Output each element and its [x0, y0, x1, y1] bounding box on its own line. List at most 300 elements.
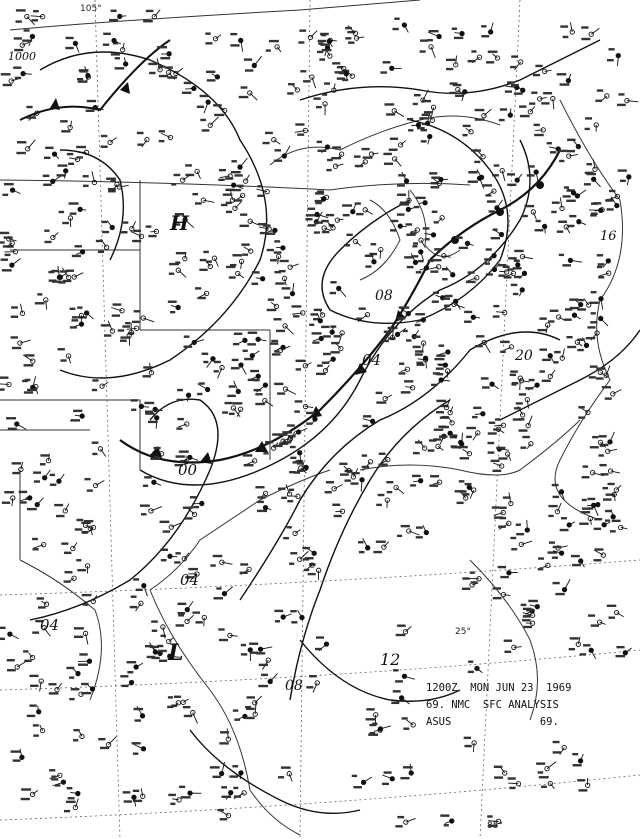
station-value-mark	[492, 470, 501, 472]
wind-barb	[510, 108, 511, 115]
station-value-mark	[521, 604, 527, 606]
station-value-mark	[183, 507, 193, 509]
station-value-mark	[436, 411, 444, 413]
station-value-mark	[316, 106, 322, 108]
station-value-mark	[408, 129, 413, 131]
station-value-mark	[11, 750, 21, 752]
station-value-mark	[58, 281, 65, 283]
station-value-mark	[98, 251, 104, 253]
station-value-mark	[582, 499, 587, 501]
station-value-mark	[26, 116, 36, 118]
wind-barb	[276, 247, 283, 248]
station-value-mark	[362, 466, 369, 468]
station-value-mark	[365, 255, 374, 257]
station-value-mark	[111, 53, 120, 55]
station-value-mark	[25, 379, 31, 381]
station-value-mark	[539, 317, 546, 319]
station-value-mark	[471, 581, 478, 583]
station-value-mark	[229, 385, 236, 387]
station-value-mark	[510, 370, 518, 372]
station-value-mark	[383, 153, 391, 155]
station-value-mark	[344, 244, 350, 246]
station-value-mark	[3, 84, 12, 86]
station-value-mark	[202, 353, 209, 355]
station-value-mark	[433, 372, 440, 374]
station-value-mark	[15, 77, 21, 79]
station-value-mark	[337, 77, 345, 79]
station-value-mark	[561, 517, 567, 519]
station-value-mark	[16, 152, 25, 154]
station-value-mark	[397, 213, 405, 215]
station-value-mark	[176, 455, 185, 457]
station-value-mark	[519, 393, 526, 395]
station-value-mark	[308, 573, 316, 575]
station-value-mark	[231, 367, 240, 369]
station-value-mark	[274, 160, 282, 162]
station-value-mark	[365, 265, 371, 267]
station-value-mark	[399, 363, 404, 365]
station-value-mark	[379, 453, 386, 455]
isobar-label-00: 00	[178, 461, 198, 479]
station-value-mark	[60, 270, 68, 272]
station-value-mark	[287, 526, 292, 528]
station-value-mark	[411, 255, 418, 257]
station-value-mark	[0, 388, 5, 390]
station-value-mark	[92, 453, 97, 455]
station-value-mark	[239, 96, 249, 98]
station-value-mark	[355, 165, 364, 167]
station-value-mark	[548, 505, 557, 507]
station-value-mark	[146, 225, 152, 227]
station-value-mark	[596, 367, 605, 369]
station-value-mark	[391, 702, 399, 704]
station-value-mark	[577, 779, 585, 781]
station-value-mark	[608, 483, 615, 485]
station-value-mark	[64, 810, 70, 812]
station-value-mark	[281, 497, 287, 499]
station-value-mark	[274, 350, 279, 352]
station-value-mark	[413, 346, 421, 348]
station-value-mark	[279, 270, 286, 272]
station-value-mark	[157, 46, 167, 48]
station-value-mark	[334, 335, 341, 337]
station-value-mark	[106, 178, 116, 180]
station-value-mark	[112, 314, 120, 316]
station-value-mark	[159, 75, 168, 77]
station-value-mark	[598, 454, 603, 456]
title-num: 69.	[539, 716, 559, 728]
station-value-mark	[487, 815, 492, 817]
station-value-mark	[234, 795, 241, 797]
station-value-mark	[248, 332, 257, 334]
chart-title-block	[426, 680, 576, 731]
station-value-mark	[133, 790, 139, 792]
station-value-mark	[101, 135, 107, 137]
station-value-mark	[584, 183, 591, 185]
station-value-mark	[229, 276, 236, 278]
station-value-mark	[221, 796, 231, 798]
station-value-mark	[523, 615, 531, 617]
station-value-mark	[558, 150, 567, 152]
station-value-mark	[397, 625, 406, 627]
station-value-mark	[580, 653, 586, 655]
station-value-mark	[115, 57, 120, 59]
station-value-mark	[564, 186, 569, 188]
station-value-mark	[488, 51, 498, 53]
station-value-mark	[553, 582, 560, 584]
station-value-mark	[494, 516, 503, 518]
station-value-mark	[115, 67, 125, 69]
station-value-mark	[345, 479, 351, 481]
station-value-mark	[412, 245, 417, 247]
station-value-mark	[358, 541, 364, 543]
station-value-mark	[487, 200, 496, 202]
station-value-mark	[56, 515, 64, 517]
station-value-mark	[446, 59, 456, 61]
station-value-mark	[127, 661, 137, 663]
station-value-mark	[62, 222, 69, 224]
station-value-mark	[277, 392, 285, 394]
station-value-mark	[20, 501, 27, 503]
station-value-mark	[148, 235, 156, 237]
station-value-mark	[493, 597, 502, 599]
station-value-mark	[287, 424, 295, 426]
station-value-mark	[400, 201, 410, 203]
station-value-mark	[505, 90, 512, 92]
station-value-mark	[560, 83, 570, 85]
station-value-mark	[6, 417, 16, 419]
station-value-mark	[577, 349, 583, 351]
station-value-mark	[389, 149, 398, 151]
station-value-mark	[342, 204, 352, 206]
station-value-mark	[77, 156, 83, 158]
station-value-mark	[110, 180, 115, 182]
station-value-mark	[529, 102, 535, 104]
longitude-label-105: 105°	[80, 4, 102, 14]
station-value-mark	[309, 675, 317, 677]
station-value-mark	[557, 230, 563, 232]
wind-barb	[0, 384, 9, 385]
station-value-mark	[76, 559, 81, 561]
station-value-mark	[581, 511, 591, 513]
station-value-mark	[282, 431, 292, 433]
station-value-mark	[499, 507, 507, 509]
station-value-mark	[416, 271, 422, 273]
station-value-mark	[230, 33, 237, 35]
station-value-mark	[98, 738, 105, 740]
station-value-mark	[317, 364, 323, 366]
station-value-mark	[464, 321, 472, 323]
station-value-mark	[33, 724, 39, 726]
station-value-mark	[77, 78, 83, 80]
station-value-mark	[471, 50, 476, 52]
station-value-mark	[7, 659, 15, 661]
station-value-mark	[70, 419, 80, 421]
station-value-mark	[607, 605, 617, 607]
station-value-mark	[65, 571, 73, 573]
station-value-mark	[493, 428, 499, 430]
station-value-mark	[317, 141, 322, 143]
station-value-mark	[472, 416, 478, 418]
station-value-mark	[254, 389, 262, 391]
station-value-mark	[503, 496, 511, 498]
station-value-mark	[240, 213, 247, 215]
station-value-mark	[553, 361, 558, 363]
station-value-mark	[402, 717, 408, 719]
station-value-mark	[468, 660, 473, 662]
station-value-mark	[219, 742, 228, 744]
station-value-mark	[0, 627, 6, 629]
station-value-mark	[487, 442, 494, 444]
station-value-mark	[466, 427, 476, 429]
station-circle	[282, 154, 286, 158]
station-value-mark	[423, 227, 430, 229]
station-value-mark	[232, 254, 242, 256]
station-value-mark	[24, 29, 30, 31]
station-value-mark	[293, 315, 299, 317]
station-value-mark	[11, 306, 18, 308]
wind-barb	[419, 203, 425, 204]
station-value-mark	[218, 628, 224, 630]
station-value-mark	[158, 650, 167, 652]
station-value-mark	[457, 502, 464, 504]
station-value-mark	[177, 399, 183, 401]
station-value-mark	[401, 391, 411, 393]
station-value-mark	[69, 698, 74, 700]
station-value-mark	[27, 508, 37, 510]
station-value-mark	[258, 185, 263, 187]
station-value-mark	[83, 175, 89, 177]
station-value-mark	[316, 373, 326, 375]
station-value-mark	[439, 435, 448, 437]
station-value-mark	[418, 260, 424, 262]
station-value-mark	[439, 344, 445, 346]
station-value-mark	[507, 184, 516, 186]
station-value-mark	[58, 164, 68, 166]
station-value-mark	[174, 174, 181, 176]
station-value-mark	[314, 309, 322, 311]
station-value-mark	[33, 734, 39, 736]
station-value-mark	[96, 240, 103, 242]
title-line-3	[426, 714, 576, 731]
station-value-mark	[315, 648, 322, 650]
station-value-mark	[160, 521, 170, 523]
station-value-mark	[376, 401, 386, 403]
station-value-mark	[369, 724, 376, 726]
station-value-mark	[346, 234, 352, 236]
station-value-mark	[177, 418, 184, 420]
station-value-mark	[83, 185, 89, 187]
station-value-mark	[214, 114, 224, 116]
station-circle	[80, 250, 84, 254]
station-value-mark	[16, 9, 26, 11]
station-value-mark	[175, 552, 180, 554]
station-value-mark	[84, 478, 90, 480]
station-value-mark	[299, 29, 306, 31]
station-value-mark	[322, 231, 330, 233]
station-value-mark	[507, 173, 515, 175]
station-value-mark	[274, 383, 283, 385]
station-value-mark	[298, 41, 304, 43]
station-value-mark	[453, 84, 462, 86]
station-value-mark	[213, 597, 223, 599]
station-value-mark	[278, 776, 284, 778]
station-value-mark	[32, 631, 39, 633]
station-value-mark	[335, 71, 345, 73]
station-value-mark	[420, 39, 428, 41]
station-value-mark	[255, 486, 264, 488]
station-value-mark	[560, 529, 569, 531]
station-value-mark	[610, 530, 616, 532]
station-value-mark	[241, 243, 249, 245]
station-value-mark	[493, 228, 498, 230]
station-value-mark	[69, 202, 79, 204]
station-value-mark	[493, 305, 499, 307]
station-value-mark	[252, 283, 259, 285]
station-value-mark	[519, 429, 528, 431]
station-value-mark	[12, 347, 21, 349]
station-value-mark	[21, 798, 30, 800]
station-value-mark	[356, 213, 363, 215]
station-value-mark	[548, 515, 553, 517]
wind-barb	[156, 418, 157, 429]
station-value-mark	[32, 19, 38, 21]
station-value-mark	[244, 358, 253, 360]
station-value-mark	[92, 442, 99, 444]
station-value-mark	[123, 791, 131, 793]
station-value-mark	[458, 446, 467, 448]
station-value-mark	[305, 557, 314, 559]
station-value-mark	[577, 308, 586, 310]
station-value-mark	[499, 119, 505, 121]
station-value-mark	[539, 348, 547, 350]
station-value-mark	[466, 281, 476, 283]
station-value-mark	[538, 568, 544, 570]
station-value-mark	[539, 776, 549, 778]
station-value-mark	[529, 379, 535, 381]
station-value-mark	[384, 103, 394, 105]
station-value-mark	[540, 370, 545, 372]
station-value-mark	[405, 223, 412, 225]
station-value-mark	[219, 639, 228, 641]
station-value-mark	[234, 333, 242, 335]
station-value-mark	[222, 411, 228, 413]
station-value-mark	[599, 464, 606, 466]
station-value-mark	[597, 89, 603, 91]
station-value-mark	[511, 84, 519, 86]
station-value-mark	[509, 787, 515, 789]
station-value-mark	[65, 47, 73, 49]
station-value-mark	[486, 273, 493, 275]
station-value-mark	[170, 803, 175, 805]
station-value-mark	[282, 287, 291, 289]
station-value-mark	[131, 409, 136, 411]
station-value-mark	[410, 484, 416, 486]
station-value-mark	[66, 37, 74, 39]
station-value-mark	[103, 44, 109, 46]
title-analysis: SFC ANALYSIS	[482, 699, 559, 711]
station-value-mark	[69, 676, 74, 678]
station-value-mark	[474, 161, 480, 163]
station-value-mark	[13, 759, 21, 761]
station-value-mark	[2, 502, 10, 504]
station-value-mark	[428, 260, 434, 262]
station-value-mark	[567, 346, 576, 348]
station-value-mark	[229, 775, 238, 777]
station-value-mark	[192, 193, 198, 195]
station-value-mark	[432, 259, 441, 261]
station-value-mark	[616, 655, 626, 657]
station-value-mark	[608, 616, 615, 618]
station-value-mark	[343, 214, 350, 216]
station-value-mark	[537, 329, 546, 331]
station-value-mark	[504, 651, 511, 653]
station-value-mark	[290, 457, 296, 459]
station-value-mark	[366, 708, 374, 710]
station-value-mark	[8, 428, 17, 430]
station-circle	[215, 75, 219, 79]
station-value-mark	[569, 648, 575, 650]
station-value-mark	[27, 389, 36, 391]
station-value-mark	[456, 237, 463, 239]
station-value-mark	[213, 104, 222, 106]
station-value-mark	[214, 361, 221, 363]
station-value-mark	[594, 528, 602, 530]
station-value-mark	[76, 519, 83, 521]
station-value-mark	[317, 190, 324, 192]
station-value-mark	[386, 113, 395, 115]
station-value-mark	[363, 425, 369, 427]
station-value-mark	[416, 526, 423, 528]
station-value-mark	[1, 258, 8, 260]
station-value-mark	[44, 230, 49, 232]
station-circle	[572, 313, 576, 317]
station-value-mark	[183, 706, 191, 708]
station-value-mark	[71, 688, 80, 690]
isobar-label-08-south: 08	[285, 678, 303, 694]
station-value-mark	[113, 303, 122, 305]
station-value-mark	[51, 775, 56, 777]
station-value-mark	[188, 568, 198, 570]
station-value-mark	[486, 61, 494, 63]
station-value-mark	[586, 337, 595, 339]
station-value-mark	[616, 646, 624, 648]
wind-barb	[475, 414, 483, 415]
station-value-mark	[229, 413, 235, 415]
station-value-mark	[38, 606, 46, 608]
station-value-mark	[265, 441, 273, 443]
station-value-mark	[510, 537, 516, 539]
station-value-mark	[60, 359, 66, 361]
station-value-mark	[602, 487, 608, 489]
station-value-mark	[573, 764, 582, 766]
station-value-mark	[319, 58, 325, 60]
station-value-mark	[274, 240, 280, 242]
station-value-mark	[70, 326, 77, 328]
station-value-mark	[148, 63, 157, 65]
station-value-mark	[354, 155, 361, 157]
station-value-mark	[510, 374, 516, 376]
station-value-mark	[330, 351, 339, 353]
station-value-mark	[315, 200, 322, 202]
station-value-mark	[146, 10, 154, 12]
station-value-mark	[234, 174, 242, 176]
station-value-mark	[325, 491, 332, 493]
station-value-mark	[243, 350, 248, 352]
station-value-mark	[123, 221, 128, 223]
title-date: MON JUN 23	[470, 682, 534, 694]
station-value-mark	[306, 412, 315, 414]
